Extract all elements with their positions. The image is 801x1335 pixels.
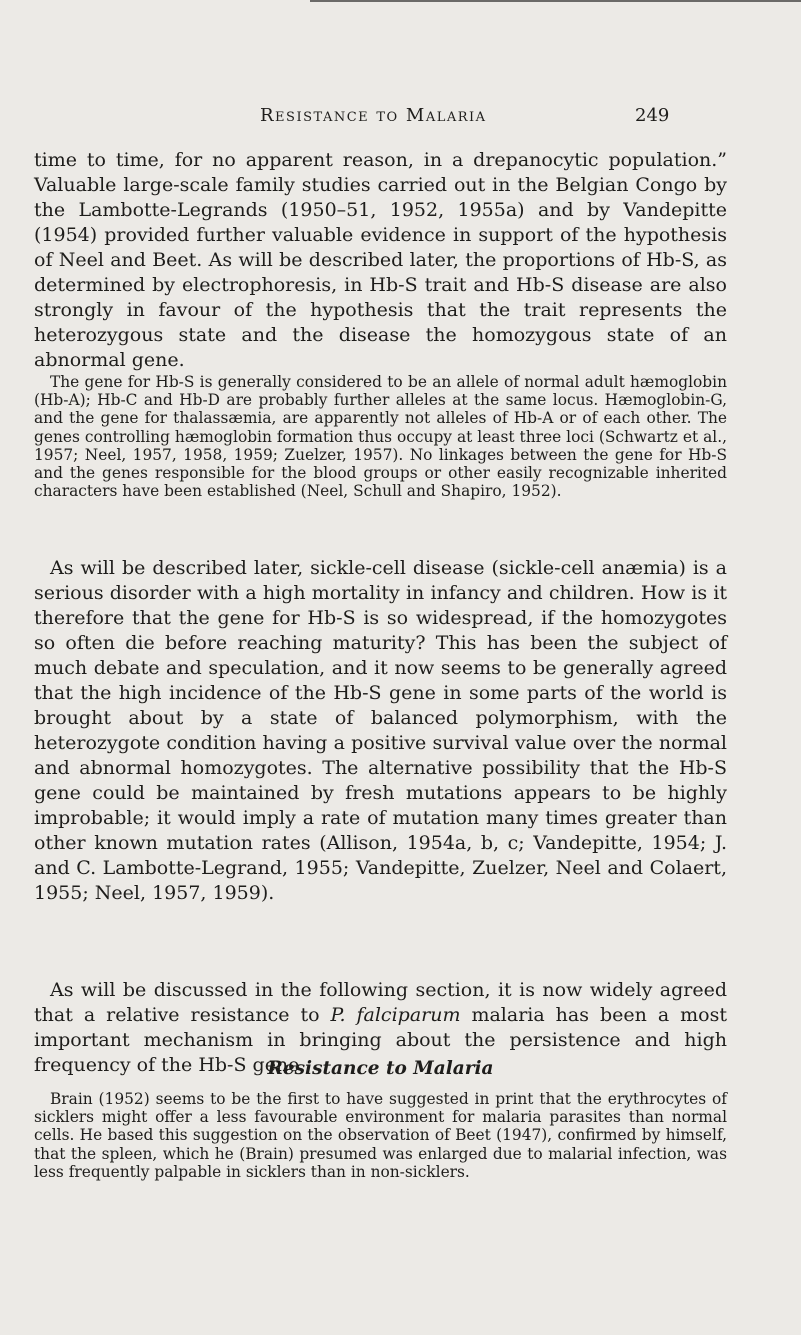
paragraph-text: Brain (1952) seems to be the first to have suggested in print that the erythrocytes of sicklers might offer a less favourable environment for malaria parasites than normal cells. He based this suggestion on the observation of Beet (1947), confirmed by himself, that the spleen, which he (Brain) presumed was enlarged due to malarial infection, was less frequently palpable in sicklers than in non-sicklers.: [34, 1090, 727, 1181]
running-header: [110, 105, 801, 135]
page-number: 249: [635, 105, 670, 126]
small-print-paragraph: [34, 373, 727, 500]
paragraph-text: time to time, for no apparent reason, in a drepanocytic population.” Valuable large-scale family studies carried out in the Belgian Congo by the Lambotte-Legrands (1950–51, 1952, 1955a) and by Vandepitte (1954) provided further valuable evidence in support of the hypothesis of Neel and Beet. As will be described later, the proportions of Hb-S, as determined by electrophoresis, in Hb-S trait and Hb-S disease are also strongly in favour of the hypothesis that the trait represents the heterozygous state and the disease the homozygous state of an abnormal gene.: [34, 149, 727, 371]
section-heading-text: Resistance to Malaria: [267, 1058, 494, 1079]
paragraph-text: The gene for Hb-S is generally considered to be an allele of normal adult hæmoglobin (Hb-A); Hb-C and Hb-D are probably further alleles at the same locus. Hæmoglobin-G, and the gene for thalassæmia, are apparently not alleles of Hb-A or of each other. The genes controlling hæmoglobin formation thus occupy at least three loci (Schwartz et al., 1957; Neel, 1957, 1958, 1959; Zuelzer, 1957). No linkages between the gene for Hb-S and the genes responsible for the blood groups or other easily recognizable inherited characters have been established (Neel, Schull and Shapiro, 1952).: [34, 373, 727, 501]
species-name: P. falciparum: [330, 1004, 461, 1026]
paragraph-text-part: malaria has been a most important mechanism in bringing about the persistence and high frequency of the Hb-S gene.: [34, 1004, 727, 1076]
running-head-title: Resistance to Malaria: [260, 105, 487, 126]
section-heading: [34, 1058, 727, 1079]
top-rule: [310, 0, 801, 2]
paragraph-text-part: As will be discussed in the following section, it is now widely agreed that a relative resistance to: [34, 979, 727, 1026]
body-paragraph-2: [34, 556, 727, 906]
paragraph-text: As will be described later, sickle-cell disease (sickle-cell anæmia) is a serious disorder with a high mortality in infancy and children. How is it therefore that the gene for Hb-S is so widespread, if the homozygotes so often die before reaching maturity? This has been the subject of much debate and speculation, and it now seems to be generally agreed that the high incidence of the Hb-S gene in some parts of the world is brought about by a state of balanced polymorphism, with the heterozygote condition having a positive survival value over the normal and abnormal homozygotes. The alternative possibility that the Hb-S gene could be maintained by fresh mutations appears to be highly improbable; it would imply a rate of mutation many times greater than other known mutation rates (Allison, 1954a, b, c; Vandepitte, 1954; J. and C. Lambotte-Legrand, 1955; Vandepitte, Zuelzer, Neel and Colaert, 1955; Neel, 1957, 1959).: [34, 557, 727, 904]
section-paragraph: [34, 1090, 727, 1181]
body-paragraph-1: [34, 148, 727, 373]
